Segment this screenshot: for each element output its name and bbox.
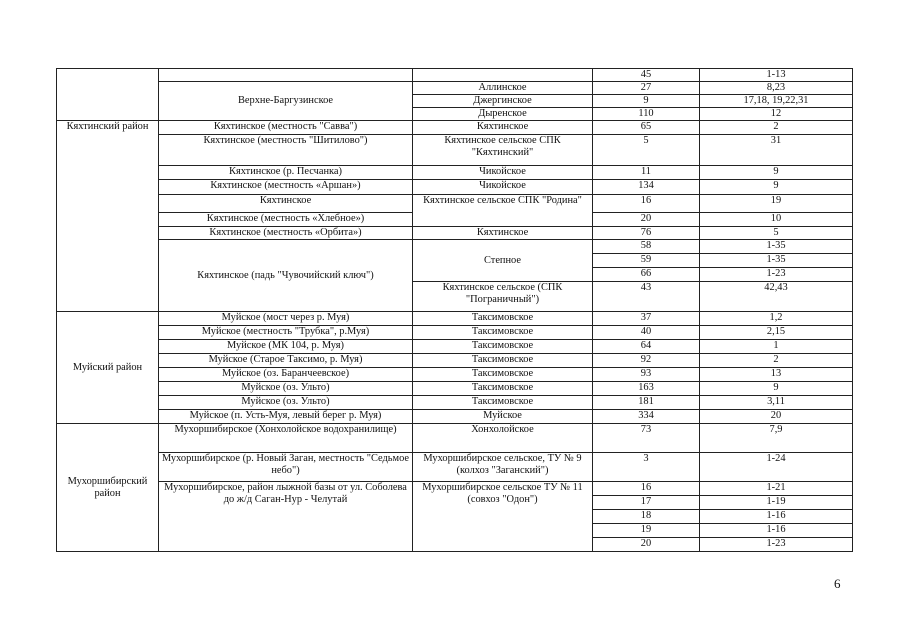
table-cell: Мухоршибирское (Хонхолойское водохранилище) [159, 424, 413, 453]
table-cell: 334 [593, 410, 700, 424]
table-cell: 7,9 [700, 424, 853, 453]
table-cell: 9 [700, 166, 853, 180]
table-cell: Кяхтинское (местность «Хлебное») [159, 213, 413, 227]
table-cell: 13 [700, 368, 853, 382]
table-cell: Муйское (оз. Баранчеевское) [159, 368, 413, 382]
table-cell: Кяхтинское сельское (СПК "Пограничный") [413, 282, 593, 312]
table-cell: 11 [593, 166, 700, 180]
table-cell: Джергинское [413, 95, 593, 108]
table-cell: Таксимовское [413, 312, 593, 326]
table-cell: 1-16 [700, 524, 853, 538]
table-cell: Муйское (Старое Таксимо, р. Муя) [159, 354, 413, 368]
table-cell: 10 [700, 213, 853, 227]
table-cell: Кяхтинское [413, 121, 593, 135]
table-cell: 5 [700, 227, 853, 240]
table-cell: Чикойское [413, 180, 593, 195]
table-cell: Степное [413, 240, 593, 282]
table-cell: Мухоршибирское сельское ТУ № 11 (совхоз "Одон") [413, 482, 593, 552]
table-cell: 45 [593, 69, 700, 82]
table-cell: 73 [593, 424, 700, 453]
table-cell: Мухоршибирское (р. Новый Заган, местность "Седьмое небо") [159, 453, 413, 482]
table-cell: 64 [593, 340, 700, 354]
table-cell: 20 [593, 213, 700, 227]
table-row [57, 453, 853, 482]
table-cell [159, 69, 413, 82]
table-cell: 2 [700, 354, 853, 368]
table-row [57, 482, 853, 496]
table-cell: 31 [700, 135, 853, 166]
table-cell: Муйское (оз. Ульто) [159, 382, 413, 396]
table-cell: 40 [593, 326, 700, 340]
table-cell: Таксимовское [413, 340, 593, 354]
table-cell: Кяхтинское [413, 227, 593, 240]
table-cell: 93 [593, 368, 700, 382]
table-cell: Аллинское [413, 82, 593, 95]
table-cell: 110 [593, 108, 700, 121]
table-row [57, 312, 853, 326]
table-cell: Кяхтинское (местность «Орбита») [159, 227, 413, 240]
table-cell: 1-19 [700, 496, 853, 510]
table-cell: Муйское (МК 104, р. Муя) [159, 340, 413, 354]
table-cell: 17 [593, 496, 700, 510]
table-row [57, 424, 853, 453]
table-cell: Муйское (местность "Трубка", р.Муя) [159, 326, 413, 340]
table-cell: Таксимовское [413, 368, 593, 382]
table-cell: 92 [593, 354, 700, 368]
table-cell: 1-16 [700, 510, 853, 524]
table-cell: 3,11 [700, 396, 853, 410]
table-cell: 27 [593, 82, 700, 95]
table-cell: Кяхтинский район [57, 121, 159, 312]
table-cell: Дыренское [413, 108, 593, 121]
table-row [57, 82, 853, 95]
table-cell: Муйское (п. Усть-Муя, левый берег р. Муя) [159, 410, 413, 424]
table-cell: 16 [593, 195, 700, 213]
table-cell: 43 [593, 282, 700, 312]
table-cell: Кяхтинское сельское СПК "Кяхтинский" [413, 135, 593, 166]
table-cell: 18 [593, 510, 700, 524]
table-cell: Таксимовское [413, 354, 593, 368]
table-cell: 2,15 [700, 326, 853, 340]
table-body [57, 69, 853, 552]
table-cell: 5 [593, 135, 700, 166]
table-cell: 3 [593, 453, 700, 482]
table-cell: 42,43 [700, 282, 853, 312]
page-number: 6 [834, 576, 841, 591]
table-cell: Муйский район [57, 312, 159, 424]
table-cell: 17,18, 19,22,31 [700, 95, 853, 108]
table-cell: 1 [700, 340, 853, 354]
table-cell: 1-35 [700, 240, 853, 254]
table-cell: 9 [700, 180, 853, 195]
table-cell: 9 [700, 382, 853, 396]
table-cell: Кяхтинское (р. Песчанка) [159, 166, 413, 180]
table-cell: 1-21 [700, 482, 853, 496]
table-cell: Чикойское [413, 166, 593, 180]
table-cell: Кяхтинское (местность "Савва") [159, 121, 413, 135]
table-cell: 1-23 [700, 268, 853, 282]
table-cell: 181 [593, 396, 700, 410]
table-cell: 1-35 [700, 254, 853, 268]
table-cell: 1-13 [700, 69, 853, 82]
settlements-table [56, 68, 853, 552]
table-cell: Таксимовское [413, 326, 593, 340]
table-cell: 59 [593, 254, 700, 268]
table-row [57, 69, 853, 82]
table-row [57, 240, 853, 254]
table-cell: 2 [700, 121, 853, 135]
table-cell: Кяхтинское (падь "Чувочийский ключ") [159, 240, 413, 312]
table-cell: 19 [700, 195, 853, 213]
table-row [57, 166, 853, 180]
table-cell: 76 [593, 227, 700, 240]
table-row [57, 340, 853, 354]
table-cell: 66 [593, 268, 700, 282]
table-cell: Хонхолойское [413, 424, 593, 453]
table-cell: 8,23 [700, 82, 853, 95]
table-row [57, 135, 853, 166]
table-cell: Муйское (оз. Ульто) [159, 396, 413, 410]
table-row [57, 368, 853, 382]
table-cell: Кяхтинское (местность "Шитилово") [159, 135, 413, 166]
table-cell: Кяхтинское (местность «Аршан») [159, 180, 413, 195]
table-row [57, 121, 853, 135]
table-cell: Мухоршибирское сельское, ТУ № 9 (колхоз "Заганский") [413, 453, 593, 482]
table-cell: 1-23 [700, 538, 853, 552]
table-cell [413, 69, 593, 82]
table-row [57, 382, 853, 396]
table-cell: 65 [593, 121, 700, 135]
table-row [57, 396, 853, 410]
table-cell: Мухоршибирский район [57, 424, 159, 552]
table-cell: 1,2 [700, 312, 853, 326]
table-cell: Верхне-Баргузинское [159, 82, 413, 121]
table-cell: Муйское (мост через р. Муя) [159, 312, 413, 326]
table-row [57, 195, 853, 213]
table-cell: 16 [593, 482, 700, 496]
table-cell: 19 [593, 524, 700, 538]
table-cell: Муйское [413, 410, 593, 424]
table-row [57, 326, 853, 340]
table-row [57, 227, 853, 240]
table-row [57, 180, 853, 195]
table-cell: 20 [593, 538, 700, 552]
table-cell: 134 [593, 180, 700, 195]
table-cell: 37 [593, 312, 700, 326]
table-cell: Мухоршибирское, район лыжной базы от ул. Соболева до ж/д Саган-Нур - Челутай [159, 482, 413, 552]
table-cell: 9 [593, 95, 700, 108]
table-cell: 1-24 [700, 453, 853, 482]
table-row [57, 354, 853, 368]
table-cell: 58 [593, 240, 700, 254]
table-cell: 20 [700, 410, 853, 424]
table-cell: 163 [593, 382, 700, 396]
table-row [57, 410, 853, 424]
table-cell: Кяхтинское сельское СПК "Родина" [413, 195, 593, 227]
table-cell: 12 [700, 108, 853, 121]
table-cell [57, 69, 159, 121]
table-cell: Таксимовское [413, 396, 593, 410]
table-cell: Таксимовское [413, 382, 593, 396]
table-cell: Кяхтинское [159, 195, 413, 213]
